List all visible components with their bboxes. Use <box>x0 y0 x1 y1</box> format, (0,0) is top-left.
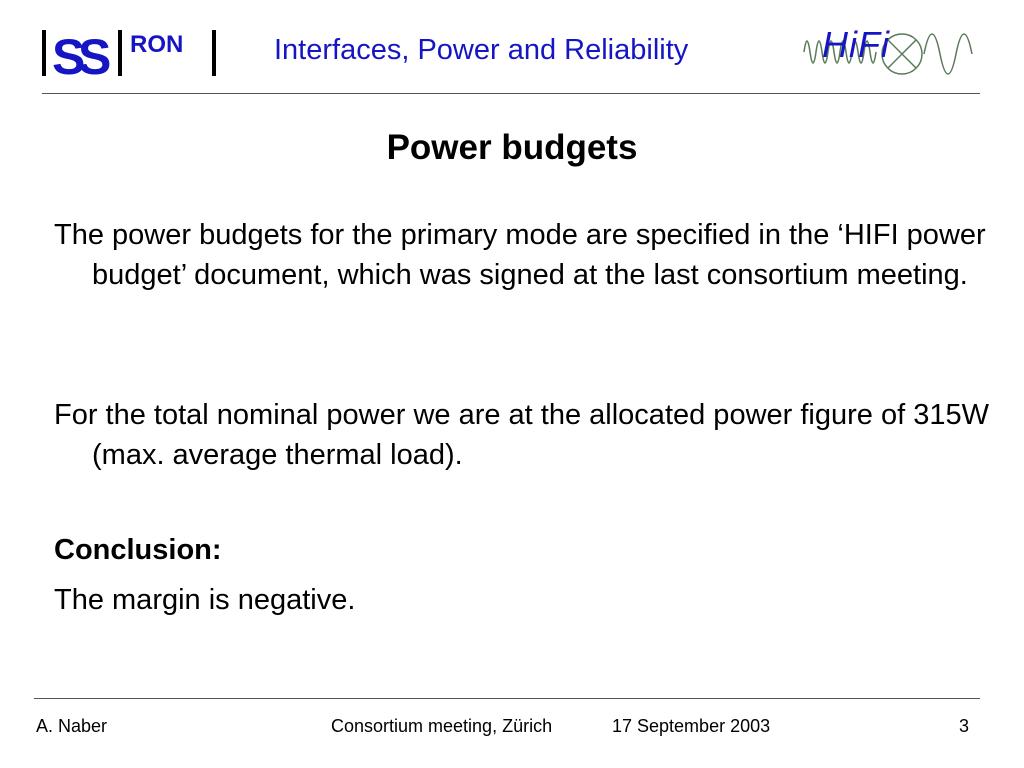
header-divider <box>42 93 980 94</box>
slide-title: Power budgets <box>386 128 638 167</box>
page-number: 3 <box>959 716 970 736</box>
paragraph-total-power: For the total nominal power we are at the allocated power figure of 315W (max. average thermal load). <box>54 399 989 471</box>
presentation-title: Interfaces, Power and Reliability <box>274 34 689 66</box>
footer-date: 17 September 2003 <box>612 716 771 736</box>
conclusion-heading: Conclusion: <box>54 534 222 566</box>
footer-author: A. Naber <box>36 716 108 736</box>
footer-divider <box>34 698 980 699</box>
svg-text:S: S <box>52 29 86 82</box>
svg-text:RON: RON <box>130 31 184 58</box>
hifi-logo-text: HiFi <box>822 24 890 65</box>
paragraph-power-budgets: The power budgets for the primary mode are specified in the ‘HIFI power budget’ document, which was signed at the last consortium meeting. <box>54 219 986 291</box>
footer-meeting: Consortium meeting, Zürich <box>331 716 553 736</box>
conclusion-text: The margin is negative. <box>54 584 356 616</box>
sron-logo <box>40 24 222 82</box>
svg-text:S: S <box>78 29 112 82</box>
